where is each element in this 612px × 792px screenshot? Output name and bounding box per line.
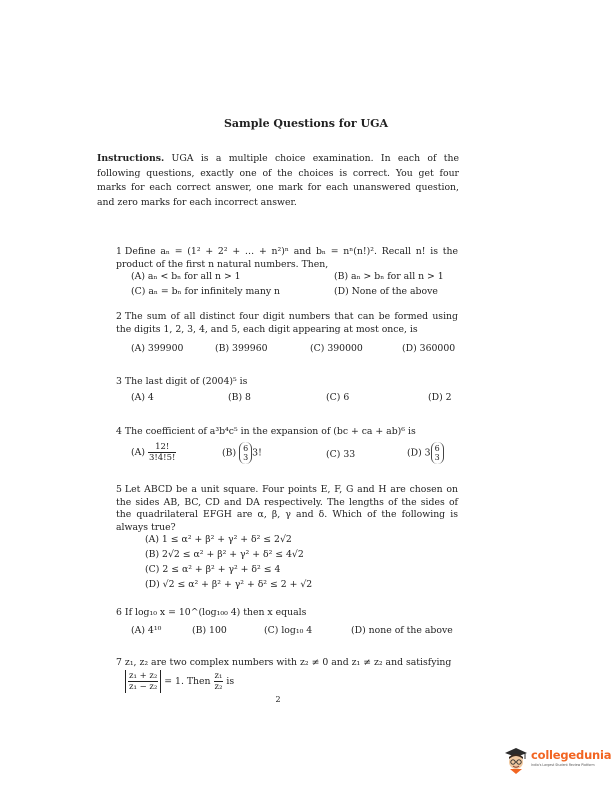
- question-5-stem: 5 Let ABCD be a unit square. Four points E, F, G and H are chosen on the sides AB, BC, CD and DA respectively. The lengths of the sides of the quadrilateral EFGH are α, β, γ and δ. Which of the following is always true?: [116, 484, 458, 533]
- q1-option-d: (D) None of the above: [334, 286, 438, 297]
- q3-option-a: (A) 4: [131, 392, 154, 403]
- q6-option-a: (A) 4¹⁰: [131, 625, 162, 636]
- q2-option-b: (B) 399960: [215, 343, 268, 354]
- q2-option-d: (D) 360000: [402, 343, 456, 354]
- q1-option-a: (A) aₙ < bₙ for all n > 1: [131, 271, 241, 282]
- q6-option-b: (B) 100: [192, 625, 227, 636]
- q6-option-c: (C) log₁₀ 4: [264, 625, 313, 636]
- question-1-stem: 1 Define aₙ = (1² + 2² + … + n²)ⁿ and bₙ = nⁿ(n!)². Recall n! is the product of the first n natural numbers. Then,: [116, 246, 458, 270]
- q3-option-c: (C) 6: [326, 392, 350, 403]
- q4-option-d: (D) 3 6 3: [407, 442, 444, 464]
- q5-option-c: (C) 2 ≤ α² + β² + γ² + δ² ≤ 4: [145, 564, 281, 575]
- instructions-label: Instructions: [97, 153, 161, 164]
- q2-option-a: (A) 399900: [131, 343, 184, 354]
- q3-option-d: (D) 2: [428, 392, 452, 403]
- q1-option-c: (C) aₙ = bₙ for infinitely many n: [131, 286, 281, 297]
- instructions: Instructions. UGA is a multiple choice examination. In each of the following questions, exactly one of the choices is correct. You get four marks for each correct answer, one mark for each unanswered question, and zero marks for each incorrect answer.: [97, 153, 459, 208]
- instructions-text: UGA is a multiple choice examination. In each of the following questions, exactly one of the choices is correct. You get four marks for each correct answer, one mark for each unanswered question, and zero marks for each incorrect answer.: [97, 153, 459, 208]
- q4-option-c: (C) 33: [326, 449, 356, 460]
- q5-option-d: (D) √2 ≤ α² + β² + γ² + δ² ≤ 2 + √2: [145, 579, 313, 590]
- q3-option-b: (B) 8: [228, 392, 251, 403]
- q7-condition: $\frac{\text{z₁ + z₂}}{\text{z₁ − z₂}}$ = 1. Then $\frac{\text{z₁}}{\text{z₂}}$ is: [125, 670, 234, 693]
- page-number: 2: [275, 695, 281, 704]
- page-title: Sample Questions for UGA: [223, 117, 388, 130]
- graduate-mascot-icon: [503, 745, 529, 775]
- q1-option-b: (B) aₙ > bₙ for all n > 1: [334, 271, 444, 282]
- question-2-stem: 2 The sum of all distinct four digit numbers that can be formed using the digits 1, 2, 3, 4, and 5, each digit appearing at most once, is: [116, 311, 458, 335]
- question-4-stem: 4 The coefficient of a³b⁴c⁵ in the expansion of (bc + ca + ab)⁶ is: [116, 426, 416, 437]
- question-7-stem: 7 z₁, z₂ are two complex numbers with z₂ ≠ 0 and z₁ ≠ z₂ and satisfying: [116, 657, 452, 668]
- collegedunia-logo: [503, 745, 612, 775]
- question-3-stem: 3 The last digit of (2004)⁵ is: [116, 376, 248, 387]
- q2-option-c: (C) 390000: [310, 343, 363, 354]
- q5-option-a: (A) 1 ≤ α² + β² + γ² + δ² ≤ 2√2: [145, 534, 292, 545]
- logo-tagline: India's Largest Student Review Platform: [531, 763, 595, 767]
- question-6-stem: 6 If log₁₀ x = 10^(log₁₀₀ 4) then x equals: [116, 607, 307, 618]
- q6-option-d: (D) none of the above: [351, 625, 453, 636]
- q4-option-b: (B) 6 3 3!: [222, 444, 262, 462]
- logo-wordmark: collegedunia: [531, 748, 612, 762]
- q4-option-a: (A) $\frac{12!}{3!4!5!}$: [131, 442, 176, 463]
- q5-option-b: (B) 2√2 ≤ α² + β² + γ² + δ² ≤ 4√2: [145, 549, 304, 560]
